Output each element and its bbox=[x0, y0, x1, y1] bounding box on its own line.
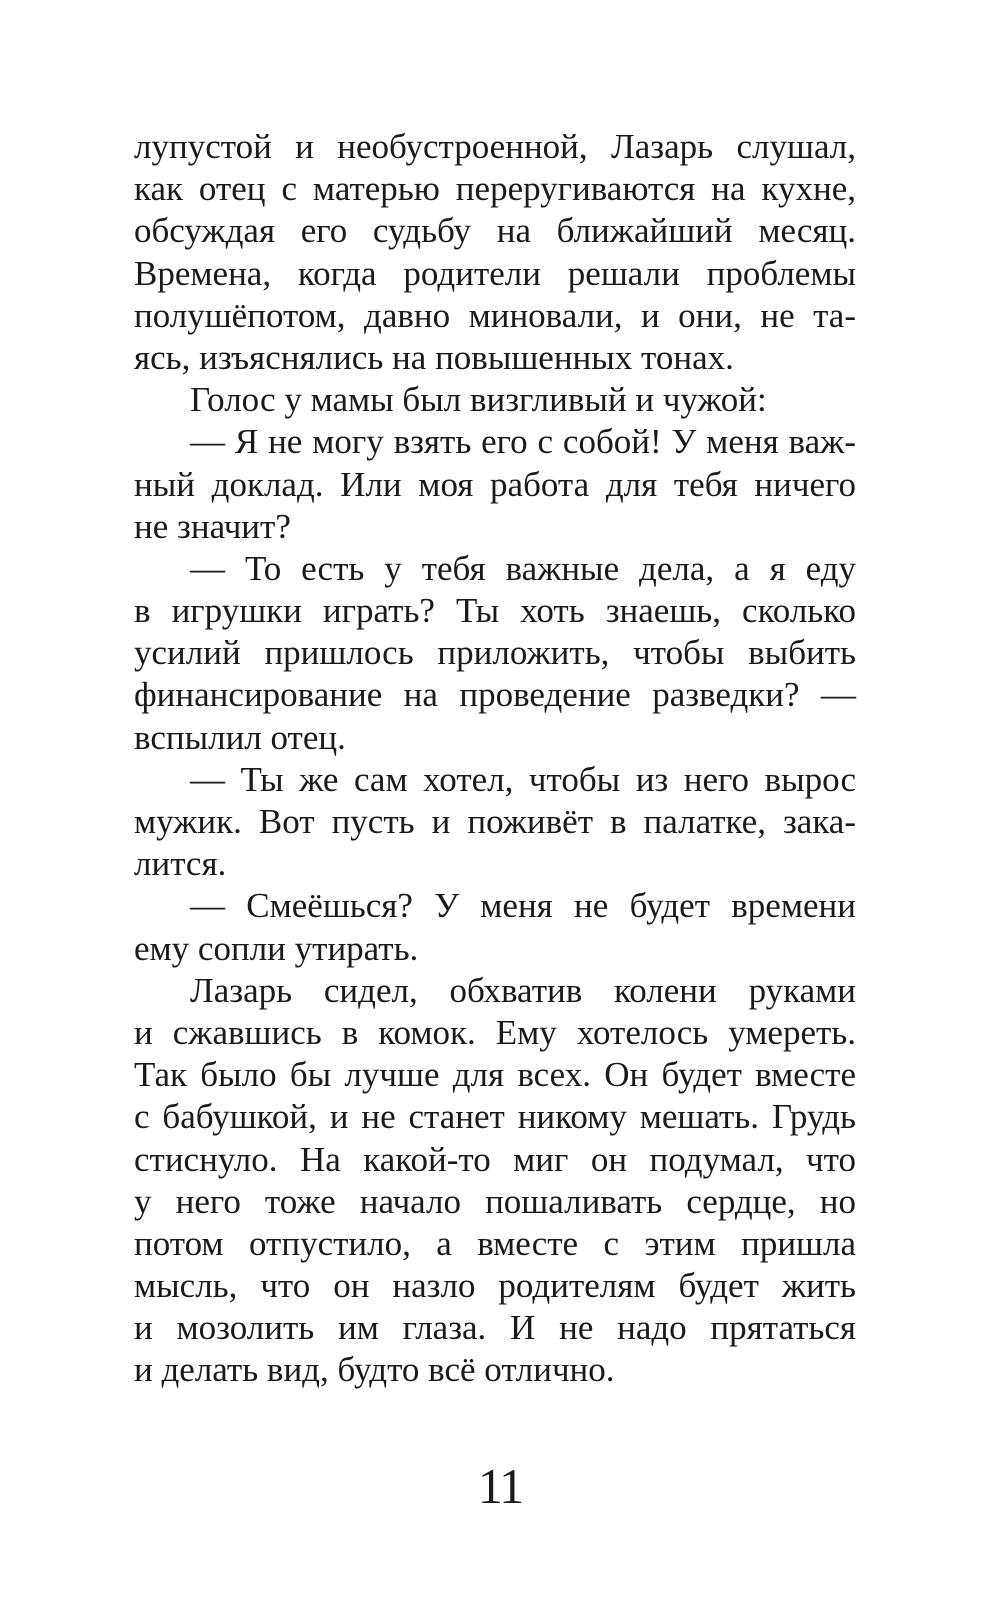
text-line: лится. bbox=[134, 844, 227, 884]
text-line: полушёпотом, давно миновали, и они, не та- bbox=[134, 295, 856, 335]
text-line: ный доклад. Или моя работа для тебя ничего bbox=[134, 464, 856, 504]
text-line: Лазарь сидел, обхватив колени руками bbox=[190, 970, 856, 1010]
text-line: в игрушки играть? Ты хоть знаешь, сколько bbox=[134, 591, 856, 631]
text-line: — Ты же сам хотел, чтобы из него вырос bbox=[190, 759, 856, 799]
page-number: 11 bbox=[477, 1458, 523, 1514]
text-line: финансирование на проведение разведки? — bbox=[134, 675, 856, 715]
text-line: ему сопли утирать. bbox=[134, 928, 419, 968]
text-line: и делать вид, будто всё отлично. bbox=[134, 1350, 615, 1390]
text-line: Голос у мамы был визгливый и чужой: bbox=[190, 380, 767, 420]
text-line: — Смеёшься? У меня не будет времени bbox=[190, 886, 856, 926]
text-line: лупустой и необустроенной, Лазарь слушал, bbox=[134, 127, 856, 166]
text-line: и мозолить им глаза. И не надо прятаться bbox=[134, 1308, 856, 1348]
text-line: — Я не могу взять его с собой! У меня важ- bbox=[190, 422, 856, 462]
text-line: не значит? bbox=[134, 506, 291, 546]
text-line: усилий пришлось приложить, чтобы выбить bbox=[134, 633, 856, 673]
text-line: у него тоже начало пошаливать сердце, но bbox=[134, 1181, 856, 1221]
text-line: ясь, изъяснялись на повышенных тонах. bbox=[134, 337, 734, 377]
text-line: потом отпустило, а вместе с этим пришла bbox=[134, 1223, 856, 1263]
text-line: Времена, когда родители решали проблемы bbox=[134, 253, 856, 293]
text-line: вспылил отец. bbox=[134, 717, 346, 757]
text-line: — То есть у тебя важные дела, а я еду bbox=[190, 548, 856, 588]
text-line: мысль, что он назло родителям будет жить bbox=[134, 1266, 856, 1306]
text-line: мужик. Вот пусть и поживёт в палатке, зака- bbox=[134, 802, 856, 841]
text-line: обсуждая его судьбу на ближайший месяц. bbox=[134, 211, 856, 251]
text-line: и сжавшись в комок. Ему хотелось умереть. bbox=[134, 1012, 856, 1052]
text-line: стиснуло. На какой-то миг он подумал, что bbox=[134, 1139, 856, 1179]
body-text bbox=[134, 126, 856, 1392]
text-line: с бабушкой, и не станет никому мешать. Грудь bbox=[134, 1097, 856, 1137]
text-line: как отец с матерью переругиваются на кухне, bbox=[134, 169, 856, 209]
text-line: Так было бы лучше для всех. Он будет вместе bbox=[134, 1055, 856, 1095]
